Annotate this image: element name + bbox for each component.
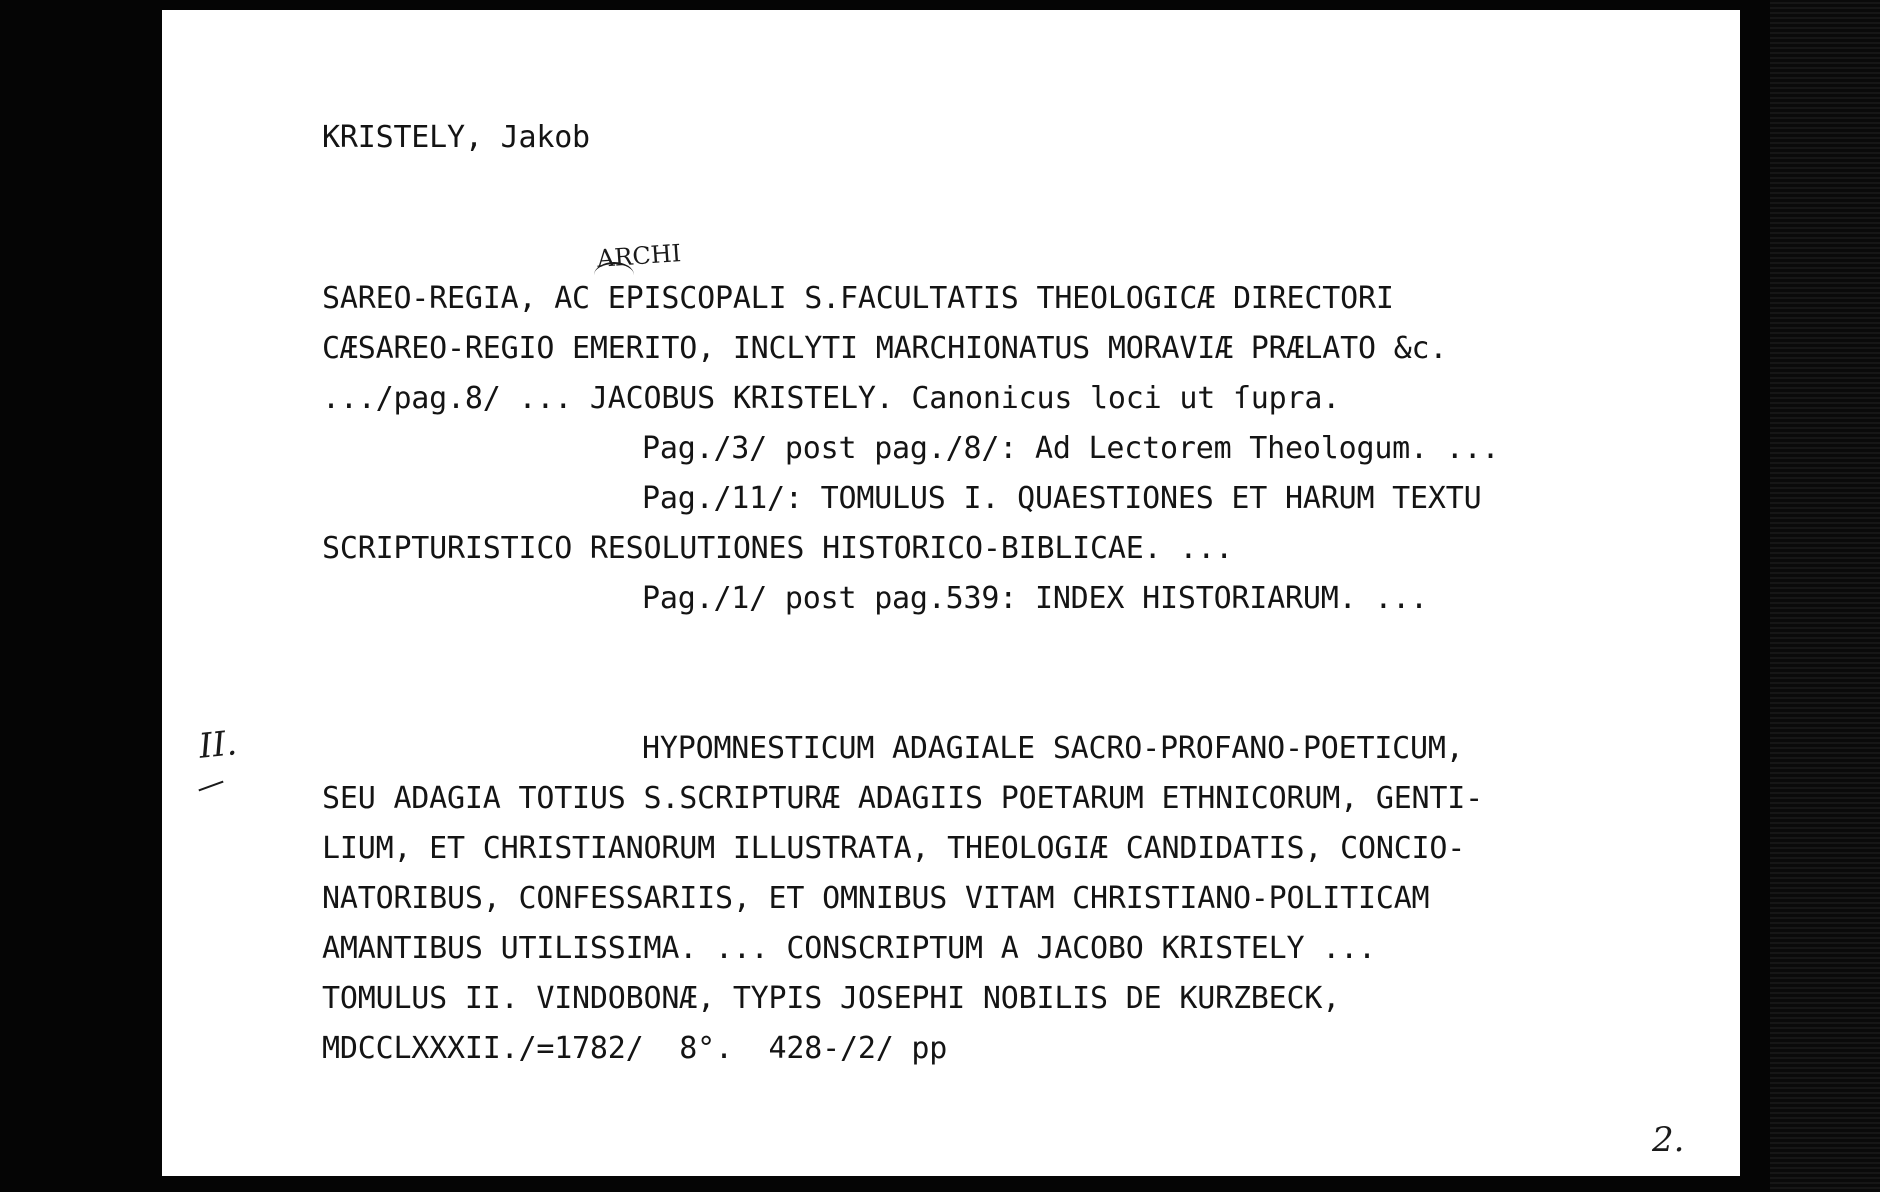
text-line: .../pag.8/ ... JACOBUS KRISTELY. Canonicus loci ut ſupra.: [322, 381, 1341, 416]
catalog-card: [162, 10, 1740, 1176]
page-number: 2.: [1652, 1120, 1685, 1160]
margin-note: II.: [197, 723, 239, 767]
text-line: SEU ADAGIA TOTIUS S.SCRIPTURÆ ADAGIIS POETARUM ETHNICORUM, GENTI-: [322, 781, 1483, 816]
text-line: LIUM, ET CHRISTIANORUM ILLUSTRATA, THEOLOGIÆ CANDIDATIS, CONCIO-: [322, 831, 1466, 866]
text-line: SCRIPTURISTICO RESOLUTIONES HISTORICO-BIBLICAE. ...: [322, 531, 1233, 566]
text-line: Pag./3/ post pag./8/: Ad Lectorem Theologum. ...: [642, 431, 1500, 466]
text-line: MDCCLXXXII./=1782/ 8°. 428-/2/ pp: [322, 1031, 948, 1066]
text-line: Pag./11/: TOMULUS I. QUAESTIONES ET HARUM TEXTU: [642, 481, 1482, 516]
text-line: AMANTIBUS UTILISSIMA. ... CONSCRIPTUM A JACOBO KRISTELY ...: [322, 931, 1376, 966]
handwritten-insertion: ARCHI: [596, 239, 683, 273]
scan-edge: [1770, 0, 1880, 1192]
text-line: NATORIBUS, CONFESSARIIS, ET OMNIBUS VITAM CHRISTIANO-POLITICAM: [322, 881, 1430, 916]
text-line: SAREO-REGIA, AC EPISCOPALI S.FACULTATIS THEOLOGICÆ DIRECTORI: [322, 281, 1394, 316]
margin-mark: [198, 781, 223, 792]
text-line: Pag./1/ post pag.539: INDEX HISTORIARUM. ...: [642, 581, 1428, 616]
text-line: HYPOMNESTICUM ADAGIALE SACRO-PROFANO-POETICUM,: [642, 731, 1464, 766]
text-line: CÆSAREO-REGIO EMERITO, INCLYTI MARCHIONATUS MORAVIÆ PRÆLATO &c.: [322, 331, 1448, 366]
card-heading: KRISTELY, Jakob: [322, 120, 590, 155]
text-line: TOMULUS II. VINDOBONÆ, TYPIS JOSEPHI NOBILIS DE KURZBECK,: [322, 981, 1341, 1016]
